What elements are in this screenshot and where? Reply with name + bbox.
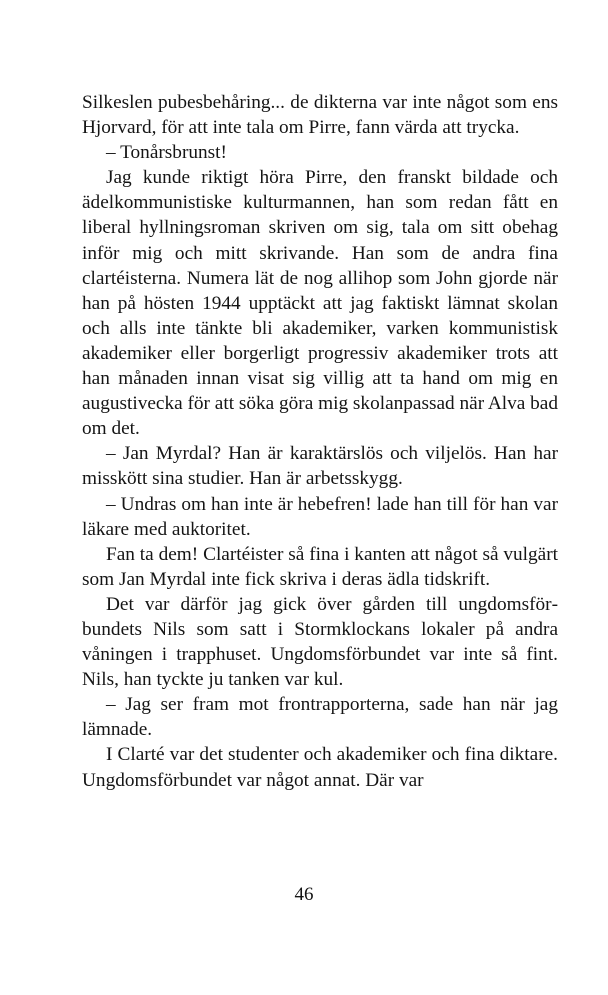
body-text <box>82 90 558 793</box>
page-number: 46 <box>294 884 314 905</box>
paragraph: I Clarté var det studenter och akademiker och fina diktare. Ungdomsförbundet var något annat. Där var <box>82 744 558 791</box>
paragraph: – Jag ser fram mot frontrapporterna, sade han när jag lämnade. <box>82 694 558 741</box>
paragraph: – Jan Myrdal? Han är karaktärslös och viljelös. Han har misskött sina studier. Han är arbetsskygg. <box>82 443 558 490</box>
paragraph: Fan ta dem! Clartéister så fina i kanten att något så vulgärt som Jan Myrdal inte fick skriva i deras ädla tidskrift. <box>82 543 558 590</box>
paragraph: Silkeslen pubesbehåring... de dikterna var inte något som ens Hjorvard, för att inte tala om Pirre, fann värda att trycka. <box>82 92 558 139</box>
paragraph: – Tonårsbrunst! <box>106 142 227 164</box>
paragraph: – Undras om han inte är hebefren! lade han till för han var läkare med auktoritet. <box>82 493 558 540</box>
paragraph: Jag kunde riktigt höra Pirre, den franskt bildade och ädelkommunistiske kulturmannen, han som redan fått en liberal hyllningsroman skriven om sig, tala om sitt obehag inför mig och mitt skrivande. Han som de andra fina clartéisterna. Numera lät de nog allihop som John gjorde när han på hösten 1944 upptäckt att jag faktiskt lämnat skolan och alls inte tänkte bli akademiker, varken kommunistisk akademiker eller borgerligt progressiv akademiker trots att han månaden innan visat sig villig att ta hand om mig en augustivecka för att söka göra mig skolanpassad när Alva bad om det. <box>82 167 559 440</box>
paragraph: Det var därför jag gick över gården till ungdomsförbundets Nils som satt i Stormklockans lokaler på andra våningen i trapphuset. Ungdomsförbundet var inte så fint. Nils, han tyckte ju tanken var kul. <box>82 593 558 691</box>
